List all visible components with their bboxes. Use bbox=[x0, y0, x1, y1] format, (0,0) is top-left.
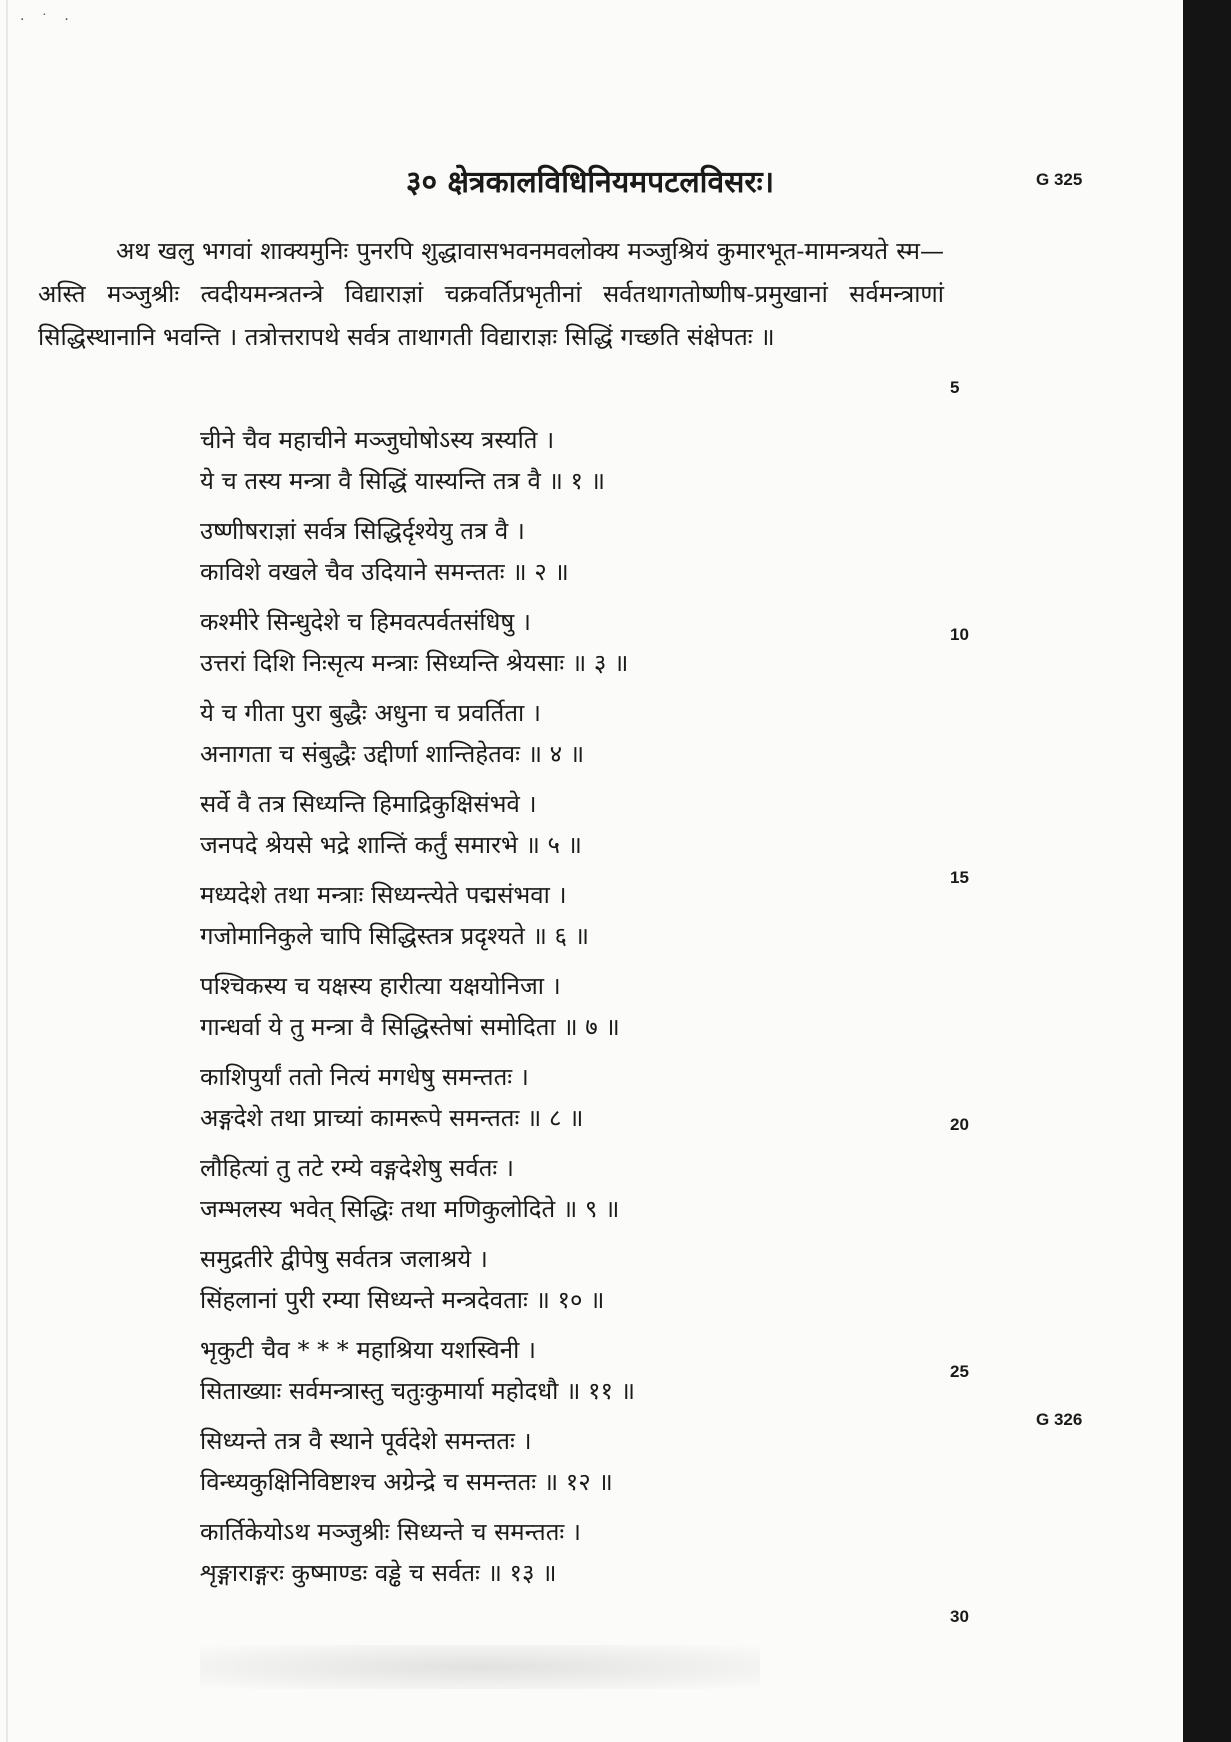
chapter-title: ३० क्षेत्रकालविधिनियमपटलविसरः। bbox=[405, 165, 775, 200]
scan-specks: · ˙ · bbox=[20, 12, 75, 28]
verse-gap bbox=[200, 1503, 920, 1512]
verse-line: अङ्गदेशे तथा प्राच्यां कामरूपे समन्ततः ॥ ८ ॥ bbox=[200, 1104, 584, 1132]
verse-line: उत्तरां दिशि निःसृत्य मन्त्राः सिध्यन्ति श्रेयसाः ॥ ३ ॥ bbox=[200, 649, 629, 677]
page-reference-middle: G 326 bbox=[1036, 1410, 1083, 1429]
verse-line: पश्चिकस्य च यक्षस्य हारीत्या यक्षयोनिजा । bbox=[200, 972, 561, 1000]
page-reference-top: G 325 bbox=[1036, 170, 1083, 189]
prose-paragraph bbox=[38, 230, 944, 359]
verse-gap bbox=[200, 1412, 920, 1421]
line-number-30: 30 bbox=[950, 1607, 969, 1626]
line-number-5: 5 bbox=[950, 378, 960, 397]
verse-line: चीने चैव महाचीने मञ्जुघोषोऽस्य त्रस्यति । bbox=[200, 426, 555, 454]
verse-line: काशिपुर्यां ततो नित्यं मगधेषु समन्ततः । bbox=[200, 1063, 529, 1091]
verse-line: समुद्रतीरे द्वीपेषु सर्वतत्र जलाश्रये । bbox=[200, 1245, 488, 1273]
verse-gap bbox=[200, 1139, 920, 1148]
verse-line: कश्मीरे सिन्धुदेशे च हिमवत्पर्वतसंधिषु । bbox=[200, 608, 531, 636]
verse-line: गान्धर्वा ये तु मन्त्रा वै सिद्धिस्तेषां समोदिता ॥ ७ ॥ bbox=[200, 1013, 620, 1041]
verse-line: ये च गीता पुरा बुद्धैः अधुना च प्रवर्तिता । bbox=[200, 699, 541, 727]
verse-gap bbox=[200, 502, 920, 511]
scan-smudge bbox=[200, 1645, 760, 1689]
verse-gap bbox=[200, 1321, 920, 1330]
verse-line: सिंहलानां पुरी रम्या सिध्यन्ते मन्त्रदेवताः ॥ १० ॥ bbox=[200, 1286, 605, 1314]
verse-gap bbox=[200, 684, 920, 693]
verse-line: ये च तस्य मन्त्रा वै सिद्धिं यास्यन्ति तत्र वै ॥ १ ॥ bbox=[200, 467, 605, 495]
verse-line: सर्वे वै तत्र सिध्यन्ति हिमाद्रिकुक्षिसंभवे । bbox=[200, 790, 537, 818]
verse-line: शृङ्गाराङ्गरः कुष्माण्डः वड्ढे च सर्वतः ॥ १३ ॥ bbox=[200, 1559, 557, 1587]
verse-line: जम्भलस्य भवेत् सिद्धिः तथा मणिकुलोदिते ॥ ९ ॥ bbox=[200, 1195, 620, 1223]
verse-gap bbox=[200, 775, 920, 784]
verse-gap bbox=[200, 866, 920, 875]
verse-line: विन्ध्यकुक्षिनिविष्टाश्च अग्रेन्द्रे च समन्ततः ॥ १२ ॥ bbox=[200, 1468, 613, 1496]
verse-line: सिध्यन्ते तत्र वै स्थाने पूर्वदेशे समन्ततः । bbox=[200, 1427, 532, 1455]
verse-line: काविशे वखले चैव उदियाने समन्ततः ॥ २ ॥ bbox=[200, 558, 569, 586]
verse-block bbox=[200, 420, 920, 1594]
verse-gap bbox=[200, 593, 920, 602]
line-number-20: 20 bbox=[950, 1115, 969, 1134]
line-number-15: 15 bbox=[950, 868, 969, 887]
verse-gap bbox=[200, 1230, 920, 1239]
line-number-10: 10 bbox=[950, 625, 969, 644]
verse-gap bbox=[200, 957, 920, 966]
verse-line: कार्तिकेयोऽथ मञ्जुश्रीः सिध्यन्ते च समन्ततः । bbox=[200, 1518, 581, 1546]
verse-line: सिताख्याः सर्वमन्त्रास्तु चतुःकुमार्या महोदधौ ॥ ११ ॥ bbox=[200, 1377, 635, 1405]
verse-line: अनागता च संबुद्धैः उद्दीर्णा शान्तिहेतवः ॥ ४ ॥ bbox=[200, 740, 585, 768]
verse-gap bbox=[200, 1048, 920, 1057]
scan-left-edge bbox=[6, 0, 8, 1742]
verse-line: जनपदे श्रेयसे भद्रे शान्तिं कर्तुं समारभे ॥ ५ ॥ bbox=[200, 831, 582, 859]
verse-line: भृकुटी चैव * * * महाश्रिया यशस्विनी । bbox=[200, 1336, 537, 1364]
prose-text: अथ खलु भगवां शाक्यमुनिः पुनरपि शुद्धावासभवनमवलोक्य मञ्जुश्रियं कुमारभूत-मामन्त्रयते स्म—अस्ति मञ्जुश्रीः त्वदीयमन्त्रतन्त्रे विद्याराज्ञां चक्रवर्तिप्रभृतीनां सर्वतथागतोष्णीष-प्रमुखानां सर्वमन्त्राणां सिद्धिस्थानानि भवन्ति । तत्रोत्तरापथे सर्वत्र ताथागती विद्याराज्ञः सिद्धिं गच्छति संक्षेपतः ॥ bbox=[38, 237, 944, 351]
line-number-25: 25 bbox=[950, 1362, 969, 1381]
verse-line: लौहित्यां तु तटे रम्ये वङ्गदेशेषु सर्वतः । bbox=[200, 1154, 514, 1182]
scan-dark-border bbox=[1183, 0, 1231, 1742]
verse-line: मध्यदेशे तथा मन्त्राः सिध्यन्त्येते पद्मसंभवा । bbox=[200, 881, 567, 909]
verse-line: गजोमानिकुले चापि सिद्धिस्तत्र प्रदृश्यते ॥ ६ ॥ bbox=[200, 922, 589, 950]
verse-line: उष्णीषराज्ञां सर्वत्र सिद्धिर्दृश्येयु तत्र वै । bbox=[200, 517, 525, 545]
